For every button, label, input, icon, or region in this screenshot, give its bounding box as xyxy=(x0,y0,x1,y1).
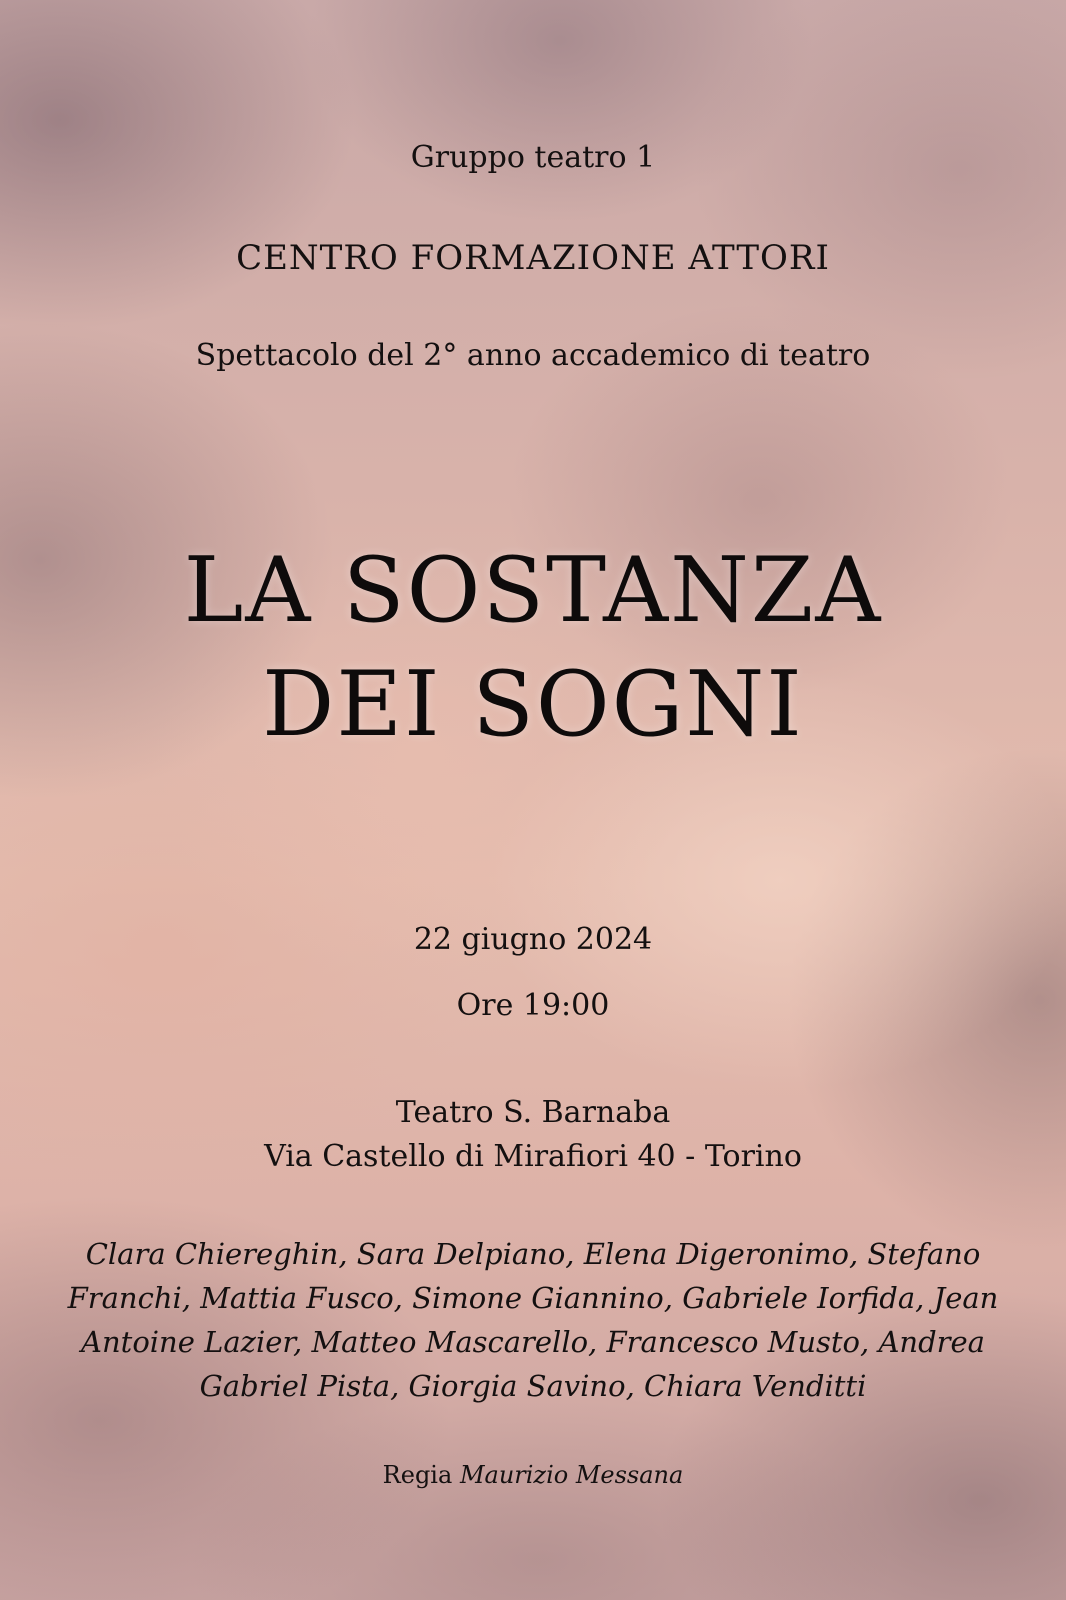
event-time: Ore 19:00 xyxy=(456,988,610,1023)
venue-name: Teatro S. Barnaba xyxy=(395,1095,671,1130)
venue-address: Via Castello di Mirafiori 40 - Torino xyxy=(264,1139,802,1174)
cast-list: Clara Chiereghin, Sara Delpiano, Elena Digeronimo, Stefano Franchi, Mattia Fusco, Simone Giannino, Gabriele Iorfida, Jean Antoine Lazier, Matteo Mascarello, Francesco Musto, Andrea Gabriel Pista, Giorgia Savino, Chiara Venditti xyxy=(67,1237,999,1403)
director-label: Regia xyxy=(382,1461,453,1489)
show-title-line-2: DEI SOGNI xyxy=(262,652,804,757)
show-title xyxy=(0,534,1066,762)
show-subtitle: Spettacolo del 2° anno accademico di teatro xyxy=(195,338,871,373)
director-credit xyxy=(0,1458,1066,1492)
school-name: CENTRO FORMAZIONE ATTORI xyxy=(236,238,830,278)
event-date: 22 giugno 2024 xyxy=(413,922,653,957)
venue xyxy=(0,1091,1066,1179)
show-title-line-1: LA SOSTANZA xyxy=(183,538,883,643)
director-name: Maurizio Messana xyxy=(459,1461,684,1489)
group-name: Gruppo teatro 1 xyxy=(410,140,656,175)
